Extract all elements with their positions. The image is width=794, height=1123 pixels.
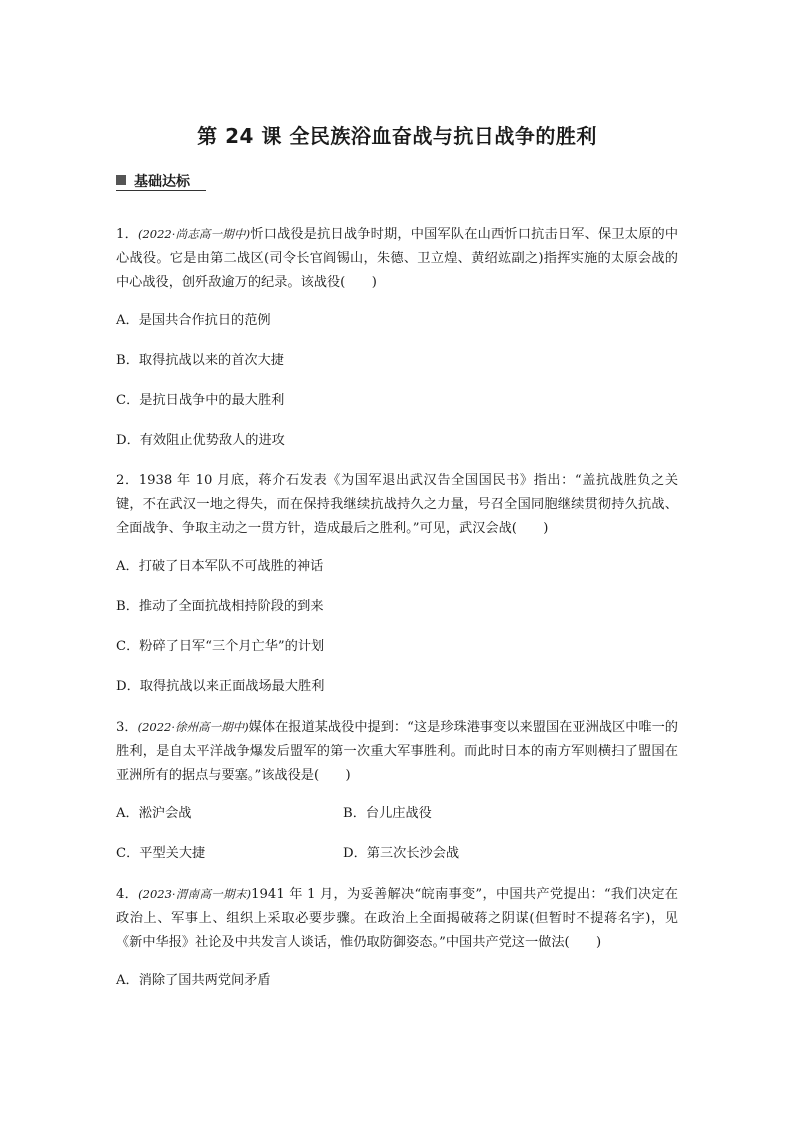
- question-number: 1．: [116, 227, 138, 242]
- option-d: D．取得抗战以来正面战场最大胜利: [116, 679, 325, 694]
- option-a: A．打破了日本军队不可战胜的神话: [116, 559, 324, 574]
- question-2: [116, 469, 678, 699]
- question-number: 2．: [116, 473, 139, 488]
- question-3: [116, 715, 678, 866]
- question-stem: [116, 469, 678, 541]
- question-1: [116, 222, 678, 453]
- option-c: C．粉碎了日军“三个月亡华”的计划: [116, 639, 325, 654]
- question-stem: [116, 222, 678, 295]
- question-text: 忻口战役是抗日战争时期，中国军队在山西忻口抗击日军、保卫太原的中心战役。它是由第二战区(司令长官阎锡山，朱德、卫立煌、黄绍竑副之)指挥实施的太原会战的中心战役，创歼敌逾万的纪录。该战役( ): [116, 227, 679, 290]
- question-number: 3．: [116, 720, 138, 735]
- option-a: A．是国共合作抗日的范例: [116, 313, 271, 328]
- option-a: A．消除了国共两党间矛盾: [116, 973, 271, 988]
- square-bullet-icon: [116, 175, 126, 185]
- question-stem: [116, 715, 678, 788]
- question-4: [116, 882, 678, 993]
- option-b: B．取得抗战以来的首次大捷: [116, 353, 284, 368]
- question-number: 4．: [116, 887, 139, 902]
- option-row: [116, 842, 678, 866]
- section-underline: [116, 190, 206, 191]
- option-a: A．淞沪会战: [116, 806, 192, 821]
- question-source: (2022·尚志高一期中): [137, 227, 251, 241]
- section-header: [116, 170, 676, 192]
- option-c: C．是抗日战争中的最大胜利: [116, 393, 285, 408]
- option-b: B．推动了全面抗战相持阶段的到来: [116, 599, 324, 614]
- section-label: 基础达标: [134, 174, 190, 190]
- question-text: 1941 年 1 月，为妥善解决“皖南事变”，中国共产党提出：“我们决定在政治上、军事上、组织上采取必要步骤。在政治上全面揭破蒋之阴谋(但暂时不提蒋名字)，见《新中华报》社论及中共发言人谈话，惟仍取防御姿态。”中国共产党这一做法( ): [116, 887, 678, 950]
- question-stem: [116, 882, 678, 955]
- page-title: 第 24 课 全民族浴血奋战与抗日战争的胜利: [197, 124, 597, 148]
- question-text: 1938 年 10 月底，蒋介石发表《为国军退出武汉告全国国民书》指出：“盖抗战胜负之关键，不在武汉一地之得失，而在保持我继续抗战持久之力量，号召全国同胞继续贯彻持久抗战、全面战争、争取主动之一贯方针，造成最后之胜利。”可见，武汉会战( ): [116, 473, 679, 536]
- question-source: (2023·渭南高一期末): [138, 887, 252, 901]
- option-c: C．平型关大捷: [116, 846, 206, 861]
- option-row: [116, 802, 678, 826]
- question-list: [116, 222, 678, 1009]
- question-text: 媒体在报道某战役中提到：“这是珍珠港事变以来盟国在亚洲战区中唯一的胜利，是自太平洋战争爆发后盟军的第一次重大军事胜利。而此时日本的南方军则横扫了盟国在亚洲所有的据点与要塞。”该战役是( ): [116, 720, 678, 783]
- option-b: B．台儿庄战役: [343, 806, 432, 821]
- question-source: (2022·徐州高一期中): [137, 720, 249, 734]
- option-d: D．第三次长沙会战: [343, 846, 460, 861]
- option-d: D．有效阻止优势敌人的进攻: [116, 433, 285, 448]
